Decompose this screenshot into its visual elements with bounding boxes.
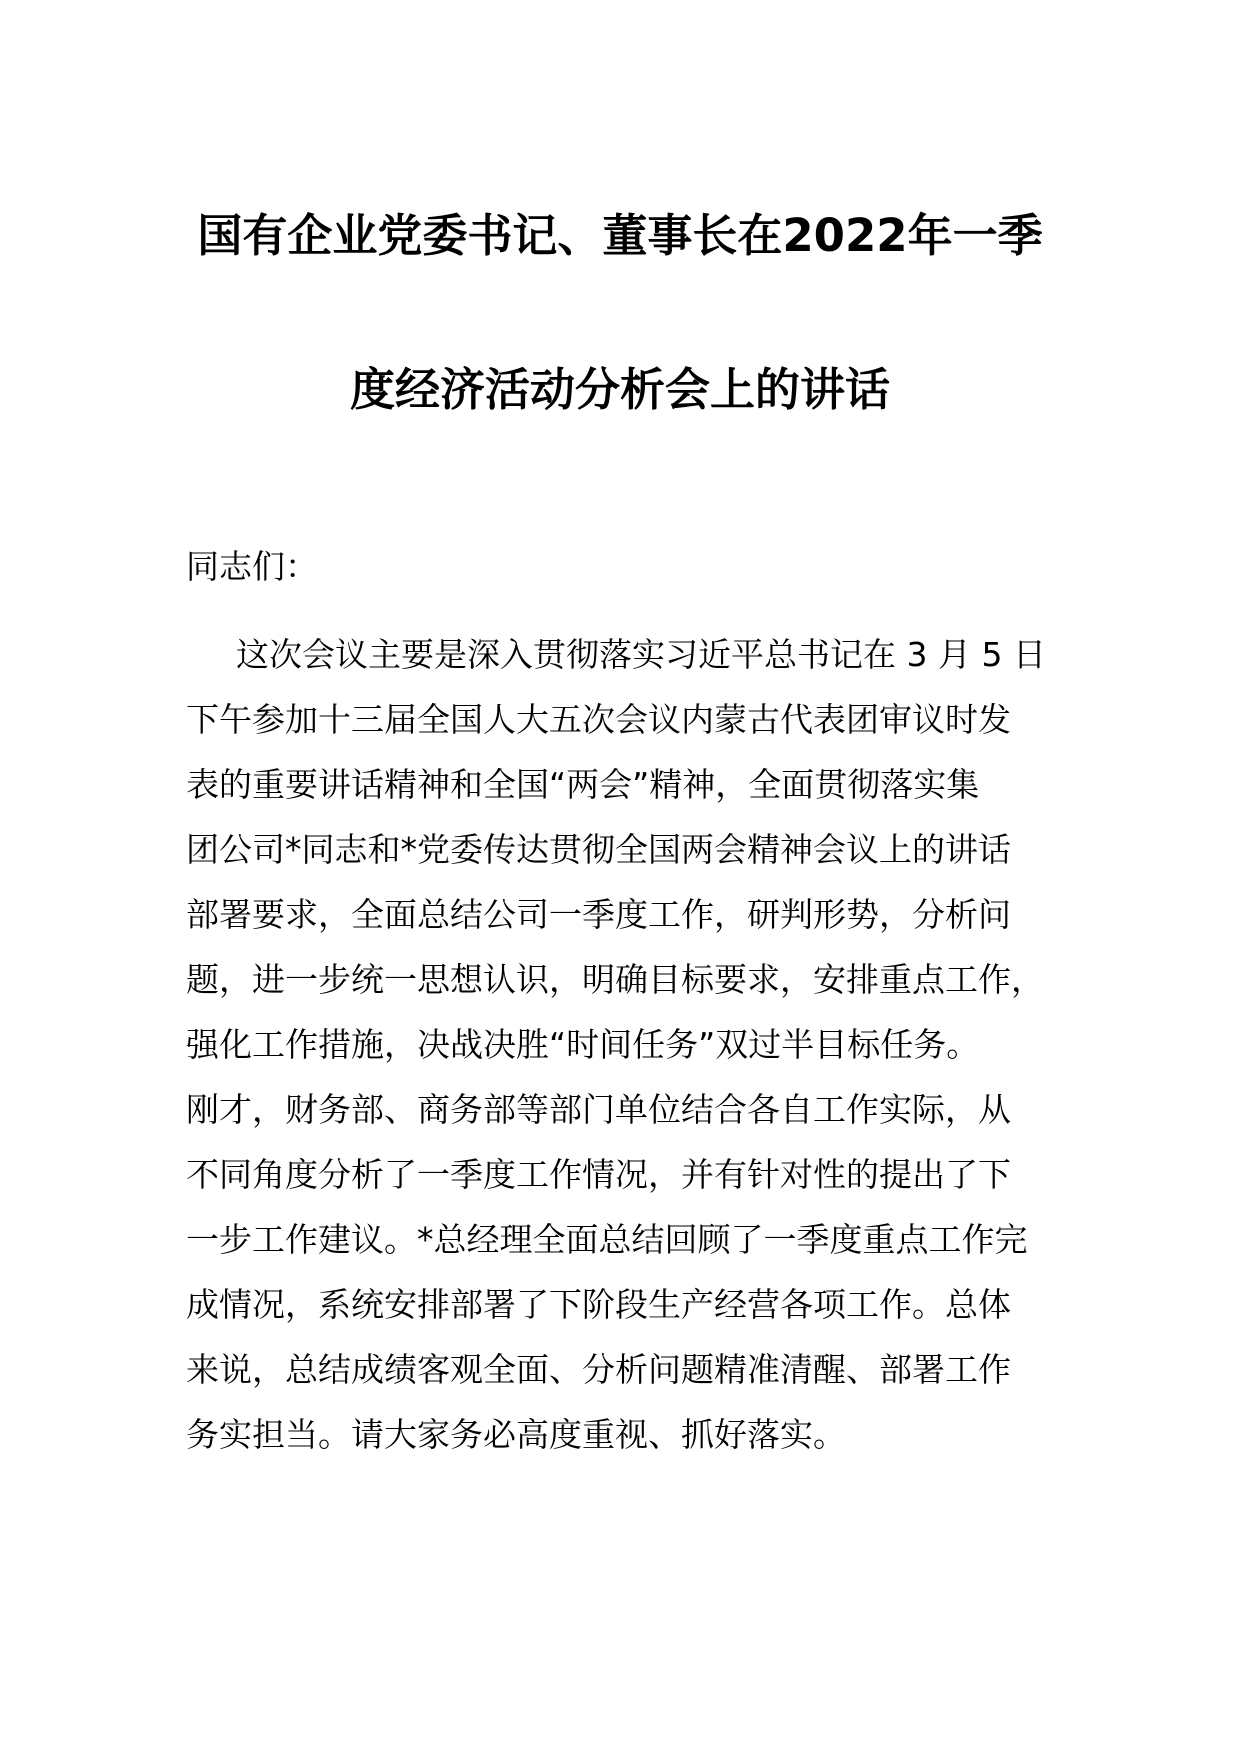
body-line: 强化工作措施，决战决胜“时间任务”双过半目标任务。 xyxy=(186,1025,980,1064)
body-line: 务实担当。请大家务必高度重视、抓好落实。 xyxy=(186,1415,846,1454)
document-title-line-1: 国有企业党委书记、董事长在2022年一季 xyxy=(197,209,1043,262)
body-line: 来说，总结成绩客观全面、分析问题精准清醒、部署工作 xyxy=(186,1350,1011,1389)
body-line: 不同角度分析了一季度工作情况，并有针对性的提出了下 xyxy=(186,1155,1011,1194)
body-line: 团公司*同志和*党委传达贯彻全国两会精神会议上的讲话 xyxy=(186,830,1011,869)
body-line: 下午参加十三届全国人大五次会议内蒙古代表团审议时发 xyxy=(186,700,1011,739)
salutation: 同志们： xyxy=(186,547,318,586)
body-line: 表的重要讲话精神和全国“两会”精神，全面贯彻落实集 xyxy=(186,765,980,804)
body-line: 刚才，财务部、商务部等部门单位结合各自工作实际，从 xyxy=(186,1090,1011,1129)
body-line: 成情况，系统安排部署了下阶段生产经营各项工作。总体 xyxy=(186,1285,1011,1324)
body-line: 这次会议主要是深入贯彻落实习近平总书记在 3 月 5 日 xyxy=(236,635,1046,674)
body-line: 题，进一步统一思想认识，明确目标要求，安排重点工作， xyxy=(186,960,1044,999)
document-title-line-2: 度经济活动分析会上的讲话 xyxy=(349,363,890,416)
body-line: 一步工作建议。*总经理全面总结回顾了一季度重点工作完 xyxy=(186,1220,1028,1259)
body-line: 部署要求，全面总结公司一季度工作，研判形势，分析问 xyxy=(186,895,1011,934)
